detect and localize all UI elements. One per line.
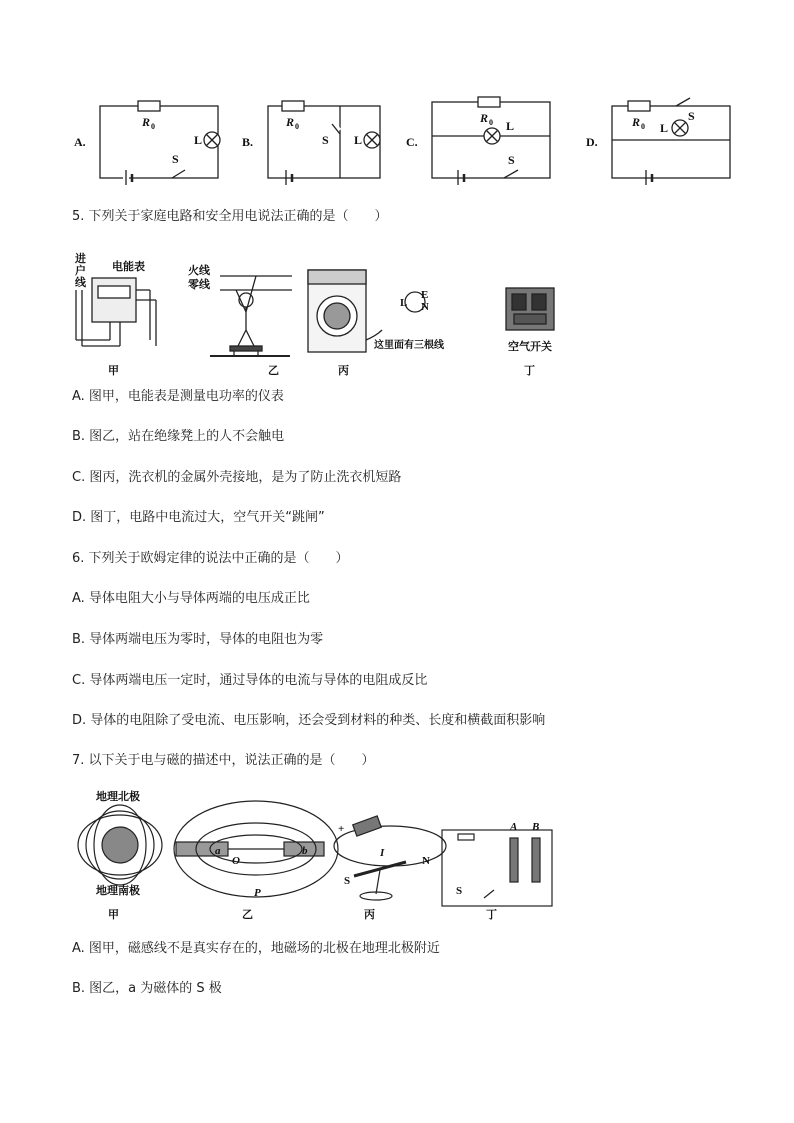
svg-text:B.: B.	[242, 135, 254, 149]
svg-text:丙: 丙	[364, 909, 375, 921]
svg-text:S: S	[344, 875, 351, 887]
svg-text:甲: 甲	[108, 909, 119, 921]
svg-text:甲: 甲	[108, 365, 119, 377]
svg-text:B: B	[532, 821, 540, 833]
svg-text:丁: 丁	[524, 365, 535, 377]
svg-text:N: N	[422, 855, 430, 867]
svg-text:N: N	[421, 301, 429, 313]
q7-option-b: B. 图乙，a 为磁体的 S 极	[72, 981, 222, 996]
svg-text:b: b	[302, 845, 308, 857]
svg-text:C.: C.	[406, 135, 418, 149]
svg-text:L: L	[400, 297, 408, 309]
svg-text:0: 0	[295, 122, 299, 131]
svg-text:0: 0	[489, 118, 493, 127]
svg-text:E: E	[421, 289, 429, 301]
question-7-stem: 7. 以下关于电与磁的描述中，说法正确的是（ ）	[72, 753, 375, 768]
svg-text:L: L	[194, 133, 203, 147]
q6-option-a: A. 导体电阻大小与导体两端的电压成正比	[72, 591, 310, 606]
svg-text:R: R	[632, 115, 641, 129]
svg-text:O: O	[232, 855, 240, 867]
svg-text:S: S	[688, 109, 695, 123]
svg-text:S: S	[322, 133, 329, 147]
svg-text:地理南极: 地理南极	[96, 885, 140, 897]
q4-circuit-diagrams	[60, 90, 750, 185]
svg-text:空气开关: 空气开关	[508, 341, 552, 353]
svg-text:L: L	[506, 119, 515, 133]
svg-text:S: S	[508, 153, 515, 167]
q6-option-c: C. 导体两端电压一定时，通过导体的电流与导体的电阻成反比	[72, 673, 428, 688]
svg-text:L: L	[354, 133, 363, 147]
svg-text:丁: 丁	[486, 909, 497, 921]
svg-text:S: S	[172, 152, 179, 166]
question-6-stem: 6. 下列关于欧姆定律的说法中正确的是（ ）	[72, 551, 349, 566]
svg-text:A.: A.	[74, 135, 86, 149]
svg-text:R: R	[286, 115, 295, 129]
svg-text:R: R	[142, 115, 151, 129]
svg-text:I: I	[380, 847, 385, 859]
svg-text:a: a	[215, 845, 221, 857]
svg-text:R: R	[480, 111, 489, 125]
svg-text:D.: D.	[586, 135, 598, 149]
question-5-stem: 5. 下列关于家庭电路和安全用电说法正确的是（ ）	[72, 209, 388, 224]
svg-text:A: A	[510, 821, 518, 833]
svg-text:户: 户	[75, 265, 86, 277]
svg-text:P: P	[254, 887, 261, 899]
svg-text:乙: 乙	[268, 365, 279, 377]
svg-text:0: 0	[151, 122, 155, 131]
svg-text:+: +	[338, 823, 345, 835]
q5-option-a: A. 图甲，电能表是测量电功率的仪表	[72, 389, 284, 404]
q7-option-a: A. 图甲，磁感线不是真实存在的，地磁场的北极在地理北极附近	[72, 941, 440, 956]
svg-text:地理北极: 地理北极	[96, 791, 140, 803]
svg-text:这里面有三根线: 这里面有三根线	[374, 340, 444, 351]
q7-figure	[70, 790, 560, 930]
svg-text:丙: 丙	[338, 365, 349, 377]
svg-text:电能表: 电能表	[112, 261, 145, 273]
q6-option-b: B. 导体两端电压为零时，导体的电阻也为零	[72, 632, 324, 647]
svg-text:进: 进	[75, 253, 86, 265]
svg-text:乙: 乙	[242, 909, 253, 921]
svg-text:线: 线	[75, 277, 86, 289]
q6-option-d: D. 导体的电阻除了受电流、电压影响，还会受到材料的种类、长度和横截面积影响	[72, 713, 546, 728]
q5-option-b: B. 图乙，站在绝缘凳上的人不会触电	[72, 429, 285, 444]
q5-figure	[70, 250, 590, 380]
svg-text:L: L	[660, 121, 669, 135]
q5-option-c: C. 图丙，洗衣机的金属外壳接地，是为了防止洗衣机短路	[72, 470, 402, 485]
svg-text:火线: 火线	[188, 265, 210, 277]
svg-text:0: 0	[641, 122, 645, 131]
svg-text:零线: 零线	[188, 279, 210, 291]
q5-option-d: D. 图丁，电路中电流过大，空气开关“跳闸”	[72, 510, 325, 525]
svg-text:S: S	[456, 885, 463, 897]
